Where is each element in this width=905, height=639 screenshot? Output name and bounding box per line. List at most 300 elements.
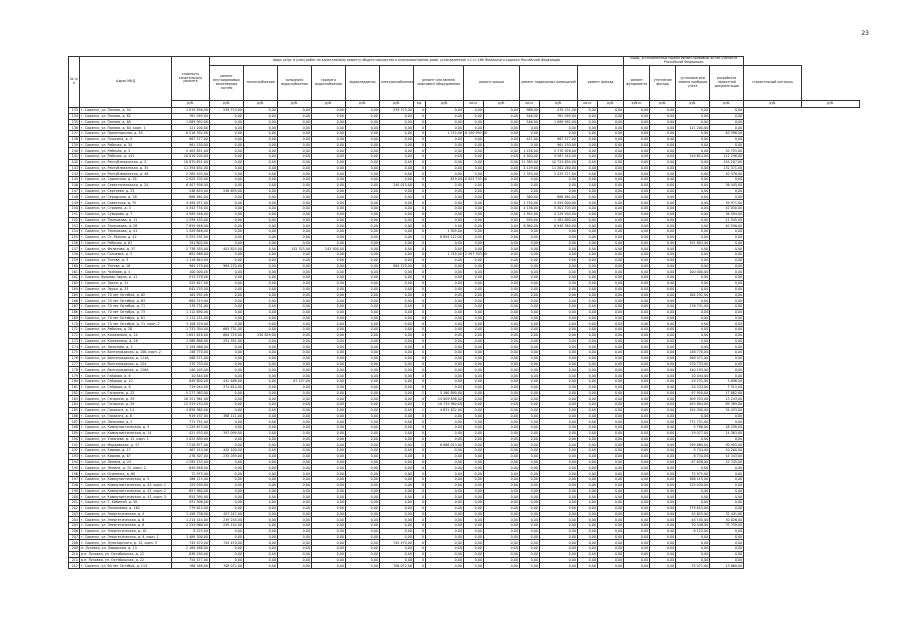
row-value: 0,00 xyxy=(598,263,624,269)
row-value: 0,00 xyxy=(244,505,278,511)
row-value: 0,00 xyxy=(624,465,650,471)
row-value: 0,00 xyxy=(578,206,598,212)
row-value: 0,00 xyxy=(244,367,278,373)
row-index: 190 xyxy=(69,436,80,442)
row-value: 0,00 xyxy=(244,407,278,413)
row-value: 0,00 xyxy=(380,131,414,137)
row-value: 0,00 xyxy=(578,223,598,229)
table-row xyxy=(69,563,860,569)
row-value: 29 231,00 xyxy=(676,378,710,384)
row-value: 0,00 xyxy=(426,188,464,194)
row-value: 0,00 xyxy=(426,453,464,459)
row-value: 0,00 xyxy=(464,505,484,511)
row-value: 0,00 xyxy=(624,136,650,142)
row-value: 0,00 xyxy=(278,390,312,396)
row-value: 0,00 xyxy=(520,315,540,321)
row-value: 0,00 xyxy=(484,373,520,379)
row-value: 0,00 xyxy=(520,286,540,292)
row-value: 4 129,00 xyxy=(520,165,540,171)
row-value: 0,00 xyxy=(380,523,414,529)
row-value: 0,00 xyxy=(210,546,244,552)
row-value: 961 150,00 xyxy=(172,142,210,148)
row-value: 0,00 xyxy=(464,523,484,529)
row-value: 0,00 xyxy=(426,350,464,356)
row-index: 180 xyxy=(69,378,80,384)
row-value: 0,00 xyxy=(650,292,676,298)
row-value: 0,00 xyxy=(540,482,578,488)
row-value: 0,00 xyxy=(210,280,244,286)
row-value: 0,00 xyxy=(278,159,312,165)
row-value: 0,00 xyxy=(598,159,624,165)
row-value: 0,00 xyxy=(650,523,676,529)
row-value: 0,00 xyxy=(426,292,464,298)
row-value: 0,00 xyxy=(346,229,380,235)
row-value: 0,00 xyxy=(346,292,380,298)
col-header: электроснабжения xyxy=(380,66,414,101)
row-value: 140 195,00 xyxy=(172,367,210,373)
row-value: 1 299 435,00 xyxy=(172,217,210,223)
row-value: 0,00 xyxy=(650,517,676,523)
row-value: 0,00 xyxy=(578,263,598,269)
row-value: 0,00 xyxy=(346,304,380,310)
row-value: 0,00 xyxy=(710,528,744,534)
row-value: 0,00 xyxy=(210,557,244,563)
row-address: г. Саранск, ул. Титова, д. 16 xyxy=(80,263,172,269)
row-value: 20 233,00 xyxy=(676,384,710,390)
row-value: 0,00 xyxy=(380,165,414,171)
row-value: 0,00 xyxy=(484,540,520,546)
row-value: 40 376,00 xyxy=(710,171,744,177)
row-value: 0,00 xyxy=(598,511,624,517)
row-value: 0,00 xyxy=(624,298,650,304)
row-value: 0,00 xyxy=(624,286,650,292)
row-value: 0,00 xyxy=(244,540,278,546)
row-value: 0,00 xyxy=(624,350,650,356)
row-value: 191 803,00 xyxy=(676,240,710,246)
row-address: г. Саранск, ул. Серадская, д. 28 xyxy=(80,194,172,200)
row-value: 0,00 xyxy=(598,108,624,114)
row-value: 0,00 xyxy=(278,488,312,494)
row-value: 0,00 xyxy=(484,286,520,292)
row-index: 174 xyxy=(69,344,80,350)
row-value: 0,00 xyxy=(484,125,520,131)
row-value: 0,00 xyxy=(624,217,650,223)
row-address: г. Саранск, ул. Республиканская, д. 3 xyxy=(80,159,172,165)
row-value: 0,00 xyxy=(464,154,484,160)
row-value: 0,00 xyxy=(578,511,598,517)
row-value: 0,00 xyxy=(464,442,484,448)
row-address: г. Саранск, ул. Терешкова, д. 11 xyxy=(80,217,172,223)
row-value: 0,00 xyxy=(578,275,598,281)
row-value: 0,00 xyxy=(650,551,676,557)
row-value: 148 770,00 xyxy=(172,350,210,356)
row-value: 0,00 xyxy=(676,327,710,333)
row-value: 43 150,00 xyxy=(676,517,710,523)
row-index: 165 xyxy=(69,292,80,298)
row-value: 0,00 xyxy=(244,448,278,454)
row-address: г. Саранск, ул. Саранская, д. 1Б xyxy=(80,177,172,183)
row-value: 0,00 xyxy=(650,229,676,235)
row-value: 0,00 xyxy=(244,315,278,321)
row-value: 0,00 xyxy=(484,131,520,137)
row-value: 0,00 xyxy=(484,517,520,523)
row-value: 6 407 936,00 xyxy=(172,182,210,188)
row-value: 0,00 xyxy=(380,309,414,315)
row-value: 0,00 xyxy=(624,211,650,217)
row-index: 209 xyxy=(69,546,80,552)
row-value: 0,00 xyxy=(210,275,244,281)
row-index: 207 xyxy=(69,534,80,540)
row-value: 0,00 xyxy=(520,459,540,465)
row-value: 0,00 xyxy=(464,286,484,292)
row-value: 0,00 xyxy=(676,177,710,183)
row-index: 153 xyxy=(69,223,80,229)
row-value: 0,00 xyxy=(464,465,484,471)
row-value: 0,00 xyxy=(278,269,312,275)
row-value: 0 xyxy=(414,448,426,454)
row-value: 0,00 xyxy=(346,477,380,483)
row-value: 0,00 xyxy=(598,471,624,477)
row-value: 0,00 xyxy=(278,252,312,258)
row-value: 0,00 xyxy=(210,119,244,125)
row-value: 8 125,00 xyxy=(172,528,210,534)
row-value: 0,00 xyxy=(624,327,650,333)
row-value: 0,00 xyxy=(278,384,312,390)
row-address: г. Саранск, ул. Гагарина, д. 22 xyxy=(80,390,172,396)
row-value: 0,00 xyxy=(244,125,278,131)
row-value: 0 xyxy=(414,367,426,373)
row-value: 0,00 xyxy=(598,494,624,500)
row-value: 0,00 xyxy=(210,177,244,183)
row-value: 0,00 xyxy=(710,309,744,315)
row-index: 152 xyxy=(69,217,80,223)
row-index: 177 xyxy=(69,361,80,367)
row-value: 0,00 xyxy=(710,546,744,552)
row-value: 0 xyxy=(414,240,426,246)
row-index: 179 xyxy=(69,373,80,379)
row-value: 0,00 xyxy=(484,263,520,269)
row-value: 0,00 xyxy=(598,315,624,321)
row-value: 0,00 xyxy=(346,396,380,402)
row-value: 0,00 xyxy=(210,396,244,402)
row-value: 0,00 xyxy=(210,304,244,310)
row-value: 0,00 xyxy=(380,471,414,477)
row-value: 0,00 xyxy=(278,286,312,292)
row-value: 0,00 xyxy=(598,430,624,436)
row-value: 0,00 xyxy=(312,419,346,425)
row-index: 211 xyxy=(69,557,80,563)
row-value: 0 xyxy=(414,557,426,563)
row-value: 0,00 xyxy=(380,396,414,402)
unit-cell: руб. xyxy=(244,101,278,108)
row-value: 0,00 xyxy=(312,494,346,500)
row-value: 0,00 xyxy=(540,505,578,511)
row-value: 0,00 xyxy=(598,338,624,344)
row-index: 134 xyxy=(69,113,80,119)
row-index: 142 xyxy=(69,159,80,165)
row-value: 0,00 xyxy=(710,500,744,506)
row-value: 0,00 xyxy=(244,511,278,517)
row-value: 121 200,00 xyxy=(676,125,710,131)
unit-cell: ед. xyxy=(414,101,426,108)
row-value: 0,00 xyxy=(464,200,484,206)
row-value: 0,00 xyxy=(346,523,380,529)
row-value: 0,00 xyxy=(210,367,244,373)
row-value: 0,00 xyxy=(484,292,520,298)
row-value: 0,00 xyxy=(598,350,624,356)
row-value: 0,00 xyxy=(710,551,744,557)
row-value: 13 243,00 xyxy=(710,396,744,402)
row-value: 0,00 xyxy=(464,425,484,431)
row-value: 0,00 xyxy=(676,436,710,442)
row-value: 2 xyxy=(414,390,426,396)
row-value: 0,00 xyxy=(540,275,578,281)
row-address: г. Саранск, ул. Гагарина, д. 29 xyxy=(80,402,172,408)
row-value: 0,00 xyxy=(484,257,520,263)
row-index: 169 xyxy=(69,315,80,321)
row-value: 0,00 xyxy=(210,373,244,379)
unit-cell: руб. xyxy=(650,101,676,108)
row-value: 768 168,00 xyxy=(172,563,210,569)
row-value: 0,00 xyxy=(380,402,414,408)
row-value: 0,00 xyxy=(346,223,380,229)
col-header: разработка проектной документации xyxy=(710,66,744,101)
row-value: 0 xyxy=(414,494,426,500)
row-value: 0,00 xyxy=(244,240,278,246)
row-value: 0,00 xyxy=(346,448,380,454)
row-value: 0,00 xyxy=(278,171,312,177)
row-value: 0,00 xyxy=(650,419,676,425)
row-value: 0,00 xyxy=(278,361,312,367)
row-value: 0,00 xyxy=(710,355,744,361)
row-value: 0,00 xyxy=(578,142,598,148)
row-value: 0,00 xyxy=(346,280,380,286)
row-value: 0,00 xyxy=(484,154,520,160)
address-header: Адрес МКД xyxy=(80,57,172,108)
row-value: 0,00 xyxy=(278,113,312,119)
row-value: 0,00 xyxy=(312,159,346,165)
row-address: г. Саранск, ул. 70 лет Октября, д. 71 xyxy=(80,304,172,310)
row-value: 0,00 xyxy=(520,309,540,315)
row-value: 0,00 xyxy=(598,540,624,546)
unit-cell: руб. xyxy=(426,101,464,108)
row-value: 0,00 xyxy=(464,557,484,563)
row-value: 0 xyxy=(414,269,426,275)
row-value: 0,00 xyxy=(540,269,578,275)
row-value: 0 xyxy=(414,280,426,286)
row-value: 0,00 xyxy=(346,234,380,240)
row-value: 0,00 xyxy=(710,413,744,419)
row-value: 0,00 xyxy=(598,286,624,292)
row-value: 0,00 xyxy=(484,482,520,488)
row-value: 0,00 xyxy=(710,419,744,425)
row-value: 0,00 xyxy=(346,488,380,494)
row-value: 0,00 xyxy=(426,482,464,488)
row-value: 0 xyxy=(414,108,426,114)
row-value: 0,00 xyxy=(598,373,624,379)
row-value: 657 960,00 xyxy=(172,488,210,494)
row-index: 189 xyxy=(69,430,80,436)
row-value: 0,00 xyxy=(278,373,312,379)
row-address: г. Саранск, ул. Энергетическая, д. 8 xyxy=(80,523,172,529)
row-value: 0,00 xyxy=(676,540,710,546)
row-value: 0,00 xyxy=(426,494,464,500)
row-index: 139 xyxy=(69,142,80,148)
row-value: 0,00 xyxy=(676,113,710,119)
row-value: 0,00 xyxy=(278,194,312,200)
row-value: 0,00 xyxy=(380,240,414,246)
row-value: 0,00 xyxy=(676,188,710,194)
row-value: 0,00 xyxy=(676,257,710,263)
row-value: 0,00 xyxy=(380,488,414,494)
row-value: 0,00 xyxy=(540,453,578,459)
row-value: 849 848,00 xyxy=(172,465,210,471)
row-value: 0,00 xyxy=(484,194,520,200)
row-index: 176 xyxy=(69,355,80,361)
row-index: 197 xyxy=(69,477,80,483)
row-value: 0,00 xyxy=(210,402,244,408)
row-value: 0,00 xyxy=(464,223,484,229)
row-value: 0,00 xyxy=(380,453,414,459)
row-value: 0,00 xyxy=(624,407,650,413)
row-address: г. Саранск, ул. Попова, д. 60 xyxy=(80,119,172,125)
row-index: 201 xyxy=(69,500,80,506)
row-value: 0,00 xyxy=(278,142,312,148)
row-index: 208 xyxy=(69,540,80,546)
row-value: 1 458 738,00 xyxy=(172,511,210,517)
row-value: 0,00 xyxy=(278,234,312,240)
row-value: 0,00 xyxy=(380,332,414,338)
row-value: 0,00 xyxy=(278,477,312,483)
row-value: 745 470,00 xyxy=(210,540,244,546)
row-value: 0,00 xyxy=(598,194,624,200)
row-value: 0 xyxy=(414,505,426,511)
row-value: 0,00 xyxy=(578,280,598,286)
row-value: 0,00 xyxy=(426,304,464,310)
row-value: 0,00 xyxy=(520,505,540,511)
row-value: 0,00 xyxy=(210,500,244,506)
row-value: 0,00 xyxy=(624,344,650,350)
row-value: 964 270,00 xyxy=(380,263,414,269)
row-value: 0,00 xyxy=(464,246,484,252)
row-index: 203 xyxy=(69,511,80,517)
row-index: 160 xyxy=(69,263,80,269)
row-value: 0,00 xyxy=(598,246,624,252)
row-value: 0 xyxy=(414,309,426,315)
row-address: г. Саранск, ул. Коммунистическая, д. 43, корп. 2 xyxy=(80,488,172,494)
row-value: 0,00 xyxy=(598,154,624,160)
row-value: 0,00 xyxy=(650,257,676,263)
row-value: 0,00 xyxy=(210,200,244,206)
row-value: 0,00 xyxy=(312,113,346,119)
row-value: 0,00 xyxy=(346,206,380,212)
row-value: 0,00 xyxy=(426,246,464,252)
row-value: 0,00 xyxy=(312,338,346,344)
row-value: 0,00 xyxy=(578,148,598,154)
row-value: 0,00 xyxy=(540,263,578,269)
row-value: 0,00 xyxy=(312,321,346,327)
row-value: 0,00 xyxy=(540,448,578,454)
row-value: 0,00 xyxy=(484,442,520,448)
row-value: 0,00 xyxy=(624,113,650,119)
row-value: 0,00 xyxy=(578,505,598,511)
row-value: 0,00 xyxy=(244,471,278,477)
row-value: 0,00 xyxy=(210,154,244,160)
row-value: 0 xyxy=(414,304,426,310)
row-value: 0,00 xyxy=(578,419,598,425)
row-value: 0 xyxy=(414,563,426,569)
row-value: 0,00 xyxy=(650,108,676,114)
row-value: 87 636,00 xyxy=(676,459,710,465)
row-address: р.п. Луховка, ул. Октябрьская, д. 22 xyxy=(80,557,172,563)
row-value: 0,00 xyxy=(650,177,676,183)
row-value: 0,00 xyxy=(244,269,278,275)
row-value: 0,00 xyxy=(540,528,578,534)
row-value: 63 396,00 xyxy=(710,131,744,137)
row-index: 135 xyxy=(69,119,80,125)
row-value: 0,00 xyxy=(426,240,464,246)
row-value: 0,00 xyxy=(380,154,414,160)
row-value: 0,00 xyxy=(210,344,244,350)
row-address: г. Саранск, ул. Гайдара, д. 6 xyxy=(80,373,172,379)
row-value: 0,00 xyxy=(598,396,624,402)
row-value: 0,00 xyxy=(464,430,484,436)
row-value: 0,00 xyxy=(426,505,464,511)
row-value: 0,00 xyxy=(464,188,484,194)
row-value: 0,00 xyxy=(540,413,578,419)
row-value: 0,00 xyxy=(540,332,578,338)
row-address: г. Саранск, ул. Энергетическая, д. 4 xyxy=(80,511,172,517)
row-value: 0,00 xyxy=(624,315,650,321)
row-value: 0,00 xyxy=(624,396,650,402)
row-value: 0,00 xyxy=(210,165,244,171)
row-value: 0,00 xyxy=(380,546,414,552)
row-value: 0,00 xyxy=(520,292,540,298)
row-value: 0 xyxy=(414,465,426,471)
row-value: 111 296,00 xyxy=(710,154,744,160)
row-value: 0,00 xyxy=(540,551,578,557)
row-value: 0,00 xyxy=(426,471,464,477)
row-value: 0,00 xyxy=(520,546,540,552)
row-value: 0,00 xyxy=(540,494,578,500)
row-value: 0,00 xyxy=(540,234,578,240)
row-value: 0,00 xyxy=(598,223,624,229)
row-value: 0,00 xyxy=(426,517,464,523)
row-value: 0,00 xyxy=(312,223,346,229)
row-value: 0,00 xyxy=(278,119,312,125)
row-index: 187 xyxy=(69,419,80,425)
row-value: 37 739,00 xyxy=(710,523,744,529)
row-index: 157 xyxy=(69,246,80,252)
row-value: 9 734,00 xyxy=(676,448,710,454)
row-value: 0,00 xyxy=(380,511,414,517)
row-value: 0,00 xyxy=(710,315,744,321)
row-value: 0 xyxy=(414,477,426,483)
row-value: 246 659,00 xyxy=(210,188,244,194)
row-value: 0,00 xyxy=(426,327,464,333)
row-value: 4 156,00 xyxy=(520,206,540,212)
row-value: 0,00 xyxy=(676,263,710,269)
row-value: 0,00 xyxy=(676,413,710,419)
row-value: 0,00 xyxy=(278,292,312,298)
row-value: 0,00 xyxy=(520,453,540,459)
row-value: 0,00 xyxy=(598,563,624,569)
row-value: 0,00 xyxy=(710,234,744,240)
row-value: 14 343,00 xyxy=(710,453,744,459)
row-value: 0,00 xyxy=(540,488,578,494)
unit-cell: кв.м. xyxy=(464,101,484,108)
row-value: 0,00 xyxy=(464,148,484,154)
